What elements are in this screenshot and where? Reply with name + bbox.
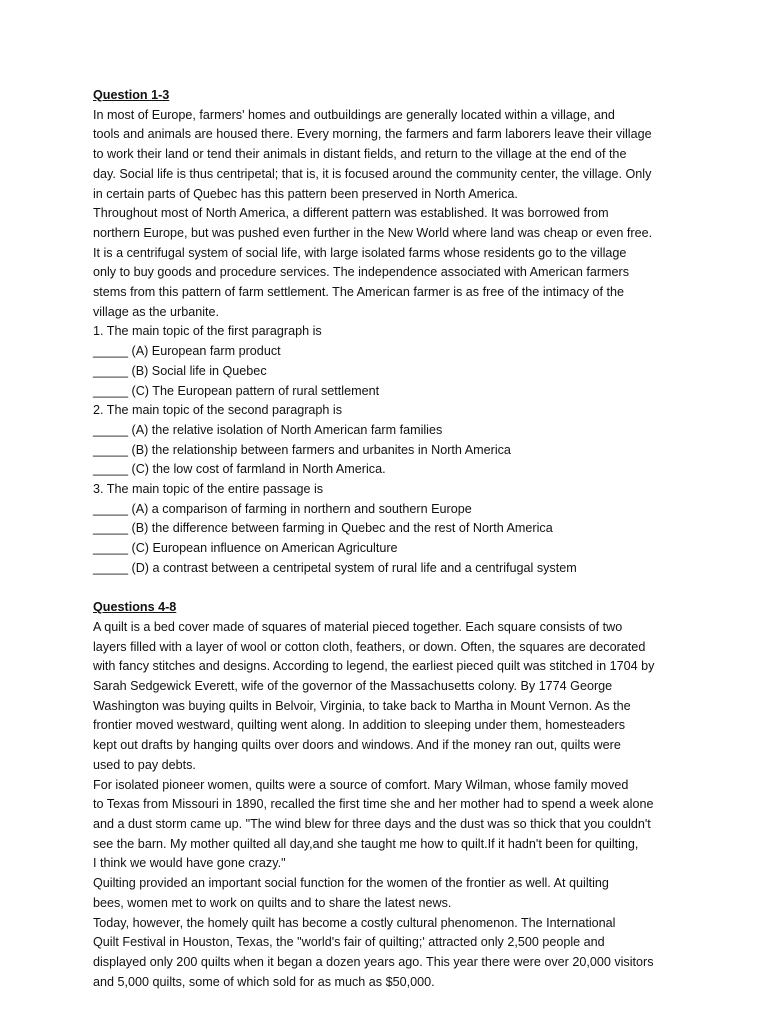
section1-body <box>93 106 693 579</box>
question-stem: 1. The main topic of the first paragraph is <box>93 324 322 339</box>
text-line: Washington was buying quilts in Belvoir, Virginia, to take back to Martha in Mount Vernon. As the <box>93 698 631 713</box>
text-line: Quilting provided an important social function for the women of the frontier as well. At quilting <box>93 876 609 891</box>
answer-option: _____ (B) Social life in Quebec <box>93 363 267 378</box>
text-line: northern Europe, but was pushed even further in the New World where land was cheap or even free. <box>93 225 653 240</box>
text-line: Throughout most of North America, a different pattern was established. It was borrowed from <box>93 206 609 221</box>
text-line: displayed only 200 quilts when it began a dozen years ago. This year there were over 20,000 visitors <box>93 954 654 969</box>
question-stem: 3. The main topic of the entire passage is <box>93 482 324 497</box>
text-line: see the barn. My mother quilted all day,and she taught me how to quilt.If it hadn't been for quilting, <box>93 836 639 851</box>
text-line: I think we would have gone crazy." <box>93 856 286 871</box>
text-line: village as the urbanite. <box>93 304 220 319</box>
text-line: Sarah Sedgewick Everett, wife of the governor of the Massachusetts colony. By 1774 George <box>93 679 613 694</box>
answer-option: _____ (B) the relationship between farmers and urbanites in North America <box>93 442 511 457</box>
question-stem: 2. The main topic of the second paragraph is <box>93 403 342 418</box>
text-line: tools and animals are housed there. Every morning, the farmers and farm laborers leave their village <box>93 127 652 142</box>
document-page <box>93 86 693 992</box>
text-line: used to pay debts. <box>93 757 196 772</box>
text-line: bees, women met to work on quilts and to share the latest news. <box>93 895 452 910</box>
section2-body <box>93 618 693 992</box>
text-line: It is a centrifugal system of social life, with large isolated farms whose residents go to the village <box>93 245 627 260</box>
text-line: day. Social life is thus centripetal; that is, it is focused around the community center, the village. Only <box>93 166 652 181</box>
text-line: in certain parts of Quebec has this pattern been preserved in North America. <box>93 186 518 201</box>
answer-option: _____ (C) the low cost of farmland in North America. <box>93 462 386 477</box>
text-line: For isolated pioneer women, quilts were a source of comfort. Mary Wilman, whose family moved <box>93 777 629 792</box>
spacer <box>93 579 693 599</box>
answer-option: _____ (C) The European pattern of rural settlement <box>93 383 380 398</box>
answer-option: _____ (B) the difference between farming in Quebec and the rest of North America <box>93 521 553 536</box>
text-line: kept out drafts by hanging quilts over doors and windows. And if the money ran out, quilts were <box>93 738 621 753</box>
text-line: with fancy stitches and designs. According to legend, the earliest pieced quilt was stitched in 1704 by <box>93 659 655 674</box>
text-line: In most of Europe, farmers' homes and outbuildings are generally located within a village, and <box>93 107 615 122</box>
text-line: Today, however, the homely quilt has become a costly cultural phenomenon. The International <box>93 915 616 930</box>
text-line: and 5,000 quilts, some of which sold for as much as $50,000. <box>93 974 435 989</box>
text-line: A quilt is a bed cover made of squares of material pieced together. Each square consists of two <box>93 619 623 634</box>
section2-heading: Questions 4-8 <box>93 600 177 615</box>
text-line: to work their land or tend their animals in distant fields, and return to the village at the end of the <box>93 147 627 162</box>
text-line: stems from this pattern of farm settlement. The American farmer is as free of the intimacy of the <box>93 285 625 300</box>
text-line: layers filled with a layer of wool or cotton cloth, feathers, or down. Often, the squares are decorated <box>93 639 646 654</box>
answer-option: _____ (A) European farm product <box>93 344 281 359</box>
answer-option: _____ (A) the relative isolation of North American farm families <box>93 422 443 437</box>
text-line: and a dust storm came up. "The wind blew for three days and the dust was so thick that you couldn't <box>93 817 651 831</box>
text-line: Quilt Festival in Houston, Texas, the "world's fair of quilting;' attracted only 2,500 people and <box>93 935 605 950</box>
answer-option: _____ (C) European influence on American Agriculture <box>93 541 398 556</box>
answer-option: _____ (A) a comparison of farming in northern and southern Europe <box>93 501 472 516</box>
text-line: frontier moved westward, quilting went along. In addition to sleeping under them, homesteaders <box>93 718 626 733</box>
text-line: only to buy goods and procedure services. The independence associated with American farmers <box>93 265 630 280</box>
section1-heading: Question 1-3 <box>93 88 170 102</box>
text-line: to Texas from Missouri in 1890, recalled the first time she and her mother had to spend a week alone <box>93 797 654 812</box>
answer-option: _____ (D) a contrast between a centripetal system of rural life and a centrifugal system <box>93 560 577 575</box>
